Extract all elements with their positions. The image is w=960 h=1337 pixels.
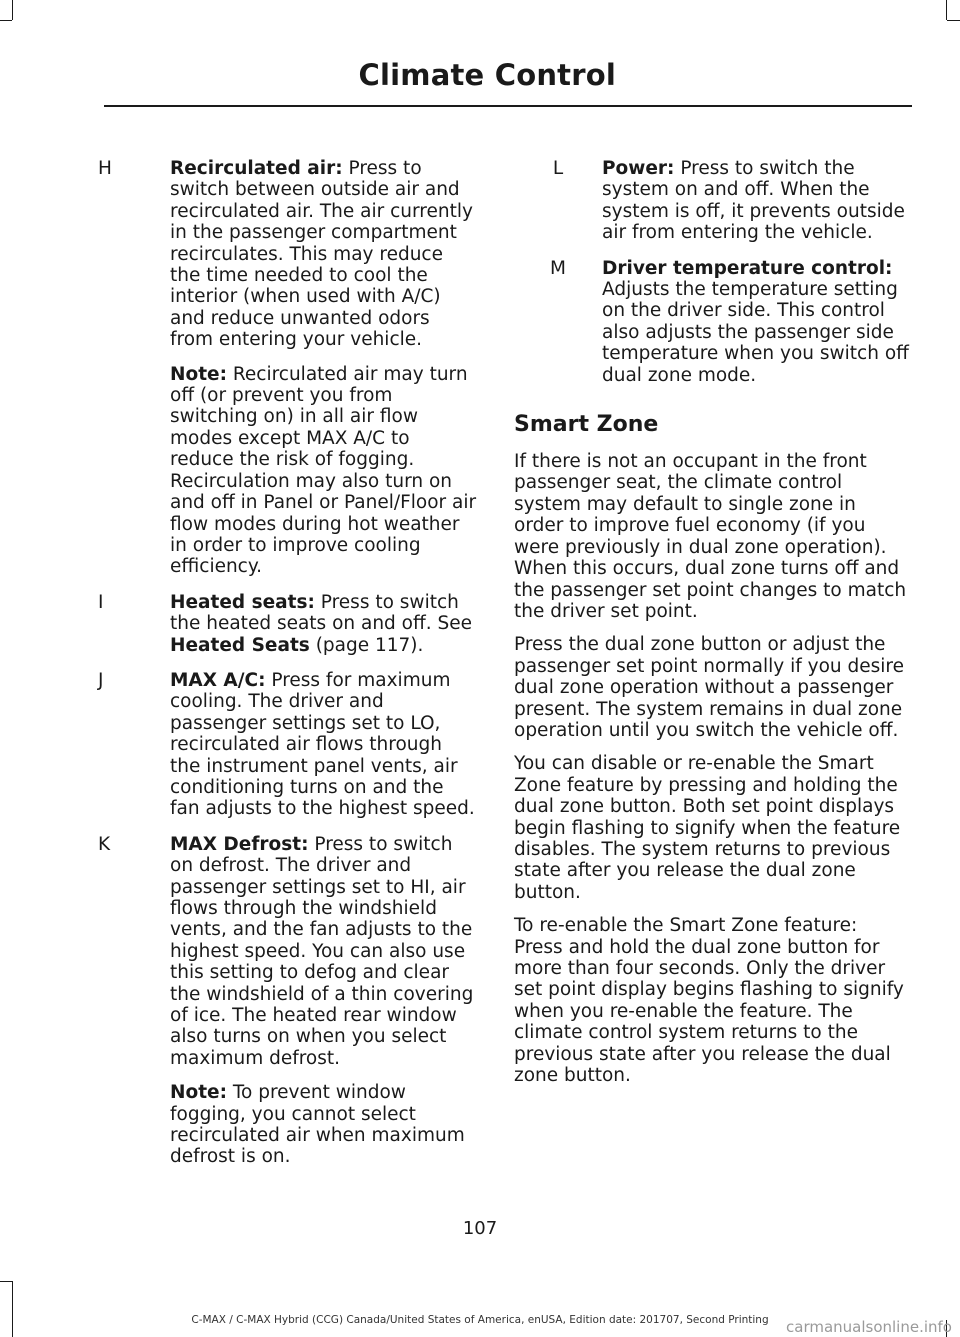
crop-mark-bottom-left-h [0, 1281, 12, 1282]
crop-mark-top-left-v [12, 0, 13, 20]
cross-reference-page: (page 117). [309, 634, 424, 656]
entry-letter: L [552, 158, 564, 179]
smart-zone-paragraph: Press the dual zone button or adjust the passenger set point normally if you desire dual zone operation without a passenger present. The system remains in dual zone operation until you switch the vehicle off. [514, 634, 904, 741]
entry-label: Driver temperature control: [602, 257, 893, 279]
left-column [92, 158, 477, 1182]
smart-zone-paragraph: If there is not an occupant in the front passenger seat, the climate control system may default to single zone in order to improve fuel economy (if you were previously in dual zone operation). When this occurs, dual zone turns off and the passenger set point changes to match the driver set point. [514, 451, 907, 622]
entry-letter: M [550, 257, 566, 279]
entry-body [170, 158, 477, 578]
right-column [514, 158, 910, 1098]
page-title: Climate Control [358, 58, 616, 92]
crop-mark-top-right-v [946, 0, 947, 20]
crop-mark-bottom-left-v [12, 1281, 13, 1337]
crop-mark-top-right-h [947, 20, 960, 21]
entry-body [602, 258, 910, 386]
entry-body [170, 670, 477, 820]
entry-h [92, 158, 477, 578]
entry-body [170, 834, 477, 1168]
header-divider [104, 105, 912, 107]
entry-body [170, 592, 477, 656]
note-label: Note: [170, 363, 227, 385]
entry-text: Press to switch on defrost. The driver and passenger settings set to HI, air flows through the windshield vents, and the fan adjusts to the highest speed. You can also use this setting to defog and clear the windshield of a thin covering of ice. The heated rear window also turns on when you select maximum defrost. [170, 833, 474, 1069]
note-label: Note: [170, 1082, 227, 1104]
entry-letter: K [98, 833, 111, 855]
crop-mark-top-left-h [0, 20, 12, 21]
entry-text: Press to switch the heated seats on and off. See [170, 591, 473, 635]
entry-j [92, 670, 477, 820]
entry-body [602, 158, 910, 244]
entry-label: Heated seats: [170, 591, 315, 613]
entry-label: Power: [602, 158, 675, 179]
entry-letter: J [98, 669, 104, 691]
entry-text: Press for maximum cooling. The driver and passenger settings set to LO, recirculated air flows through the instrument panel vents, air conditioning turns on and the fan adjusts to the highest speed. [170, 669, 475, 820]
smart-zone-paragraph: You can disable or re-enable the Smart Zone feature by pressing and holding the dual zone button. Both set point displays begin flashing to signify when the feature disables. The system returns to previous state after you release the dual zone button. [514, 753, 901, 903]
entry-label: MAX A/C: [170, 669, 266, 691]
smart-zone-paragraph: To re-enable the Smart Zone feature: Press and hold the dual zone button for more than four seconds. Only the driver set point display begins flashing to signify when you re-enable the feature. The climate control system returns to the previous state after you release the dual zone button. [514, 915, 904, 1087]
watermark: carmanualsonline.info [786, 1318, 952, 1336]
note-text: Recirculated air may turn off (or prevent you from switching on) in all air flow modes except MAX A/C to reduce the risk of fogging. Recirculation may also turn on and off in Panel or Panel/Floor air flow modes during hot weather in order to improve cooling efficiency. [170, 363, 477, 578]
entry-label: MAX Defrost: [170, 833, 309, 855]
footer-edition-info: C-MAX / C-MAX Hybrid (CCG) Canada/United States of America, enUSA, Edition date: 201707, Second Printing [191, 1314, 769, 1326]
entry-letter: H [98, 158, 112, 179]
entry-text: Adjusts the temperature setting on the driver side. This control also adjusts the passenger side temperature when you switch off dual zone mode. [602, 279, 909, 386]
entry-text: Press to switch between outside air and recirculated air. The air currently in the passenger compartment recirculates. This may reduce the time needed to cool the interior (when used with A/C) and reduce unwanted odors from entering your vehicle. [170, 158, 473, 351]
entry-l [514, 158, 910, 244]
cross-reference-link[interactable]: Heated Seats [170, 634, 310, 656]
entry-k [92, 834, 477, 1168]
note-text: To prevent window fogging, you cannot select recirculated air when maximum defrost is on. [170, 1082, 465, 1168]
entry-m [514, 258, 910, 386]
entry-text: Press to switch the system on and off. When the system is off, it prevents outside air from entering the vehicle. [602, 158, 905, 244]
entry-letter: I [98, 591, 104, 613]
page-number: 107 [462, 1218, 498, 1239]
entry-label: Recirculated air: [170, 158, 343, 179]
section-heading-smart-zone: Smart Zone [514, 412, 659, 438]
entry-i [92, 592, 477, 656]
